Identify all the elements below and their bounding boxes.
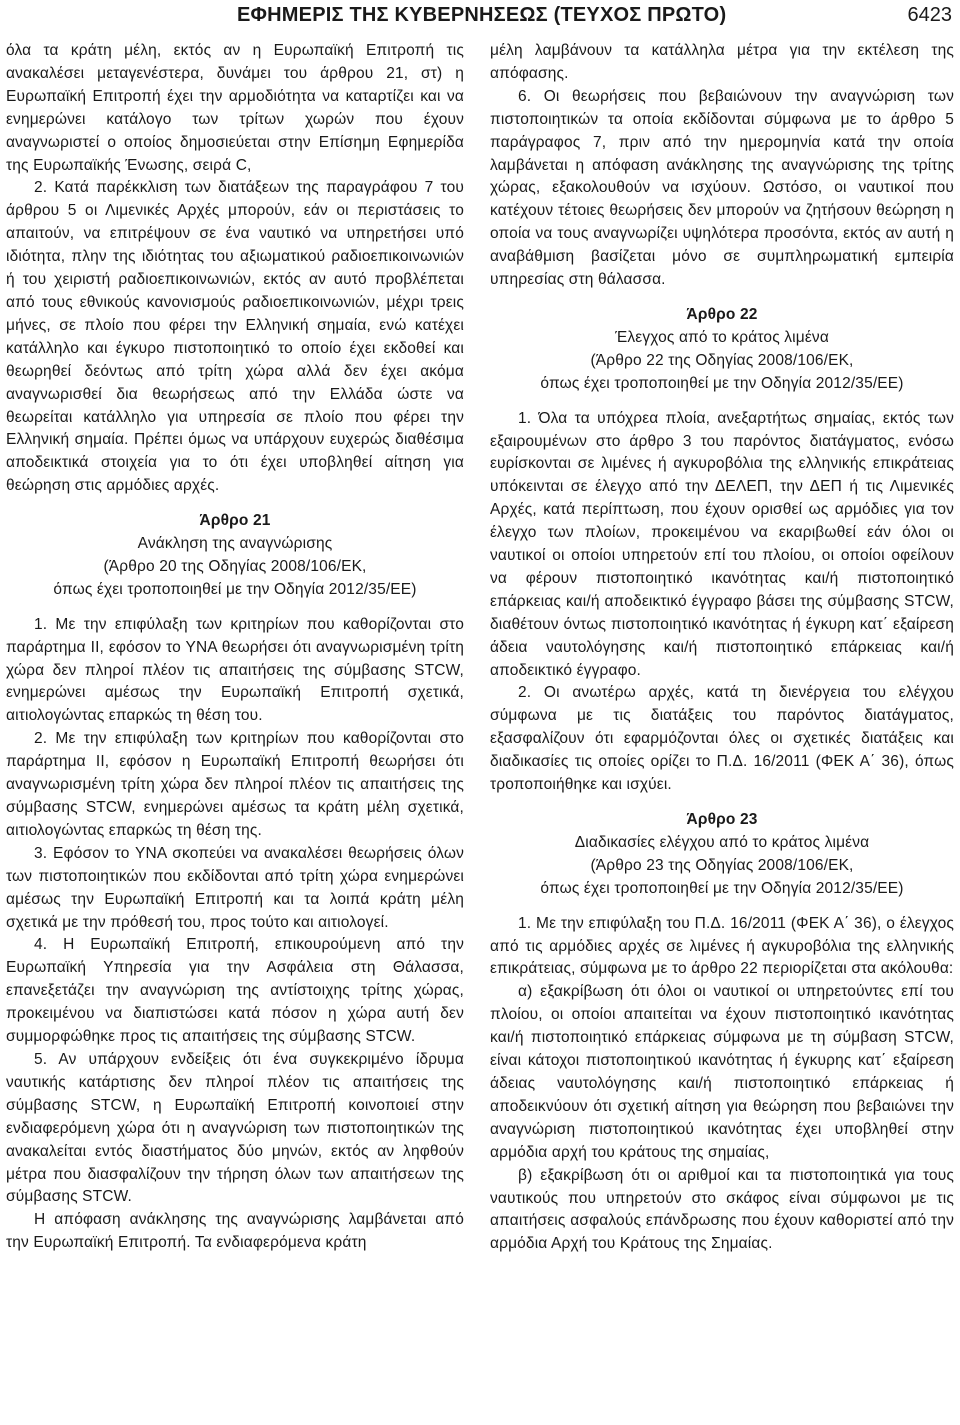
article-23-amendment: όπως έχει τροποποιηθεί με την Οδηγία 2012/35/ΕΕ) [540,879,904,897]
paragraph: 2. Κατά παρέκκλιση των διατάξεων της παραγράφου 7 του άρθρου 5 οι Λιμενικές Αρχές μπορούν, εάν οι περιστάσεις το απαιτούν, να επιτρέψουν σε ένα ναυτικό να υπηρετήσει υπό ιδιότητα, πλην της ιδιότητας του αξιωματικού ραδιοεπικοινωνιών ή του χειριστή ραδιοεπικοινωνιών, εκτός αν αυτό προβλέπεται από τους εθνικούς κανονισμούς ραδιοεπικοινωνιών, μέχρι τρεις μήνες, σε πλοίο που φέρει την Ελληνική σημαία, ενώ κατέχει κατάλληλο και έγκυρο πιστοποιητικό το οποίο έχει εκδοθεί και θεωρηθεί δεόντως από τρίτη χώρα αλλά δεν έχει ακόμα αναγνωρισθεί δια θεωρήσεως από την Ελλάδα ώστε να θεωρείται κατάλληλο για υπηρεσία σε πλοίο που φέρει την Ελληνική σημαία. Πρέπει όμως να υπάρχουν ευχερώς διαθέσιμα αποδεικτικά στοιχεία για το ότι έχει υποβληθεί αίτηση για θεώρηση στις αρμόδιες αρχές. [6,179,464,495]
paragraph: 1. Με την επιφύλαξη των κριτηρίων που καθορίζονται στο παράρτημα ΙΙ, εφόσον το ΥΝΑ θεωρήσει ότι αναγνωρισμένη τρίτη χώρα δεν πληροί πλέον τις απαιτήσεις της σύμβασης STCW, ενημερώνει αμέσως την Ευρωπαϊκή Επιτροπή σχετικά, αιτιολογώντας επαρκώς τη θέση του. [6,615,464,725]
paragraph: Η απόφαση ανάκλησης της αναγνώρισης λαμβάνεται από την Ευρωπαϊκή Επιτροπή. Τα ενδιαφερόμενα κράτη [6,1211,464,1252]
article-23-heading: Άρθρο 23 [686,811,758,828]
right-column [490,40,954,1256]
paragraph: α) εξακρίβωση ότι όλοι οι ναυτικοί οι υπηρετούντες επί του πλοίου, οι οποίοι απαιτείται να έχουν πιστοποιητικό ικανότητας και/ή πιστοποιητικό επάρκειας σύμφωνα με τη σύμβαση STCW, είναι κάτοχοι πιστοποιητικού ικανότητας ή έγκυρης κατ΄ εξαίρεση άδειας ναυτολόγησης και/ή πιστοποιητικό επάρκειας ή αποδεικνύουν ότι σχετική αίτηση για θεώρηση που βεβαιώνει την αναγνώριση πιστοποιητικού ικανότητας έχει υποβληθεί στην αρμόδια αρχή του κράτους της σημαίας, [490,983,954,1161]
article-21-title: Ανάκληση της αναγνώρισης [137,535,333,553]
page-number: 6423 [907,4,952,26]
article-22-title: Έλεγχος από το κράτος λιμένα [615,328,829,346]
gazette-title: ΕΦΗΜΕΡΙΣ ΤΗΣ ΚΥΒΕΡΝΗΣΕΩΣ (ΤΕΥΧΟΣ ΠΡΩΤΟ) [237,4,727,26]
paragraph: 2. Οι ανωτέρω αρχές, κατά τη διενέργεια του ελέγχου σύμφωνα με τις διατάξεις του παρόντος διατάγματος, εξασφαλίζουν ότι εφαρμόζονται όλες οι σχετικές διατάξεις και διαδικασίες τις οποίες ορίζει το Π.Δ. 16/2011 (ΦΕΚ Α΄ 36), όπως τροποποιήθηκε και ισχύει. [490,684,954,794]
paragraph: μέλη λαμβάνουν τα κατάλληλα μέτρα για την εκτέλεση της απόφασης. [490,42,954,82]
paragraph: 1. Με την επιφύλαξη του Π.Δ. 16/2011 (ΦΕΚ Α΄ 36), ο έλεγχος από τις αρμόδιες αρχές σε λιμένες ή αγκυροβόλια της ελληνικής επικράτειας, σύμφωνα με το άρθρο 22 περιορίζεται στα ακόλουθα: [490,914,954,978]
page-header [0,0,960,38]
paragraph: 4. Η Ευρωπαϊκή Επιτροπή, επικουρούμενη από την Ευρωπαϊκή Υπηρεσία για την Ασφάλεια στη Θάλασσα, επανεξετάζει την αναγνώριση της αντίστοιχης τρίτης χώρας, προκειμένου να διαπιστώσει κατά πόσον η χώρα αυτή δεν συμμορφώθηκε προς τις απαιτήσεις της σύμβασης STCW. [6,936,464,1046]
paragraph: 3. Εφόσον το ΥΝΑ σκοπεύει να ανακαλέσει θεωρήσεις όλων των πιστοποιητικών που εκδίδονται από τρίτη χώρα ενημερώνει αμέσως την Ευρωπαϊκή Επιτροπή και τα λοιπά κράτη μέλη σχετικά με την πρόθεσή του, προς τούτο και αιτιολογεί. [6,844,464,931]
paragraph: όλα τα κράτη μέλη, εκτός αν η Ευρωπαϊκή Επιτροπή τις ανακαλέσει μεταγενέστερα, δυνάμει του άρθρου 21, στ) η Ευρωπαϊκή Επιτροπή έχει την αρμοδιότητα να καταρτίζει και να ενημερώνει κατάλογο των τρίτων χωρών που έχουν αναγνωριστεί ο οποίος δημοσιεύεται στην Επίσημη Εφημερίδα της Ευρωπαϊκής Ένωσης, σειρά C, [6,42,464,174]
left-column [6,40,464,1255]
article-21-amendment: όπως έχει τροποποιηθεί με την Οδηγία 2012/35/ΕΕ) [53,580,417,598]
article-23-reference: (Άρθρο 23 της Οδηγίας 2008/106/ΕΚ, [590,856,854,874]
paragraph: 2. Με την επιφύλαξη των κριτηρίων που καθορίζονται στο παράρτημα ΙΙ, εφόσον η Ευρωπαϊκή Επιτροπή θεωρήσει ότι αναγνωρισμένη τρίτη χώρα δεν πληροί πλέον τις απαιτήσεις της σύμβασης STCW, ενημερώνει αμέσως τα κράτη μέλη σχετικά, αιτιολογώντας επαρκώς τη θέση της. [6,730,464,839]
article-22-heading: Άρθρο 22 [686,305,758,323]
article-22-amendment: όπως έχει τροποποιηθεί με την Οδηγία 2012/35/ΕΕ) [540,374,904,392]
article-23-title: Διαδικασίες ελέγχου από το κράτος λιμένα [574,833,870,851]
article-22-reference: (Άρθρο 22 της Οδηγίας 2008/106/ΕΚ, [590,351,854,369]
article-21-heading: Άρθρο 21 [199,512,271,530]
paragraph: β) εξακρίβωση ότι οι αριθμοί και τα πιστοποιητικά για τους ναυτικούς που υπηρετούν στο σκάφος είναι σύμφωνοι με τις απαιτήσεις ασφαλούς επάνδρωσης που έχουν καθοριστεί από την αρμόδια Αρχή του Κράτους της Σημαίας. [490,1166,954,1253]
paragraph: 5. Αν υπάρχουν ενδείξεις ότι ένα συγκεκριμένο ίδρυμα ναυτικής κατάρτισης δεν πληροί πλέον τις απαιτήσεις της σύμβασης STCW, η Ευρωπαϊκή Επιτροπή κοινοποιεί στην ενδιαφερόμενη χώρα ότι η αναγνώριση των πιστοποιητικών της ανακαλείται εντός διαστήματος δύο μηνών, εκτός αν ληφθούν μέτρα που διασφαλίζουν την τήρηση όλων των απαιτήσεων της σύμβασης STCW. [6,1050,464,1206]
paragraph: 1. Όλα τα υπόχρεα πλοία, ανεξαρτήτως σημαίας, εκτός των εξαιρουμένων στο άρθρο 3 του παρόντος διατάγματος, ενόσω ευρίσκονται σε λιμένες ή αγκυροβόλια της ελληνικής επικράτειας υπόκεινται σε έλεγχο από την ΔΕΛΕΠ, την ΔΕΠ ή τις Λιμενικές Αρχές, κατά περίπτωση, που έχουν ορισθεί ως αρμόδιες για τον έλεγχο των πλοίων, προκειμένου να εκαριβωθεί εάν όλοι οι ναυτικοί οι οποίοι υπηρετούν επί του πλοίου, οι οποίοι οφείλουν να φέρουν πιστοποιητικό ικανότητας και/ή πιστοποιητικό επάρκειας και/ή αποδεικτικό έγγραφο βάσει της σύμβασης STCW, διαθέτουν όντως πιστοποιητικό ικανότητας ή έγκυρη κατ΄ εξαίρεση άδεια ναυτολόγησης και/ή πιστοποιητικό επάρκειας και/ή αποδεικτικό έγγραφο. [490,409,954,679]
article-21-reference: (Άρθρο 20 της Οδηγίας 2008/106/ΕΚ, [103,557,367,575]
paragraph: 6. Οι θεωρήσεις που βεβαιώνουν την αναγνώριση των πιστοποιητικών τα οποία εκδίδονται σύμφωνα με το άρθρο 5 παράγραφος 7, πριν από την ημερομηνία κατά την οποία λαμβάνεται η απόφαση ανάκλησης της αναγνώρισης της τρίτης χώρας, εξακολουθούν να ισχύουν. Ωστόσο, οι ναυτικοί που κατέχουν τέτοιες θεωρήσεις δεν μπορούν να ζητήσουν θεώρηση η οποία να τους αναγνωρίζει υψηλότερα προσόντα, εκτός αν αυτή η αναβάθμιση βασίζεται μόνο σε συμπληρωματική εμπειρία υπηρεσίας στη θάλασσα. [490,87,954,289]
